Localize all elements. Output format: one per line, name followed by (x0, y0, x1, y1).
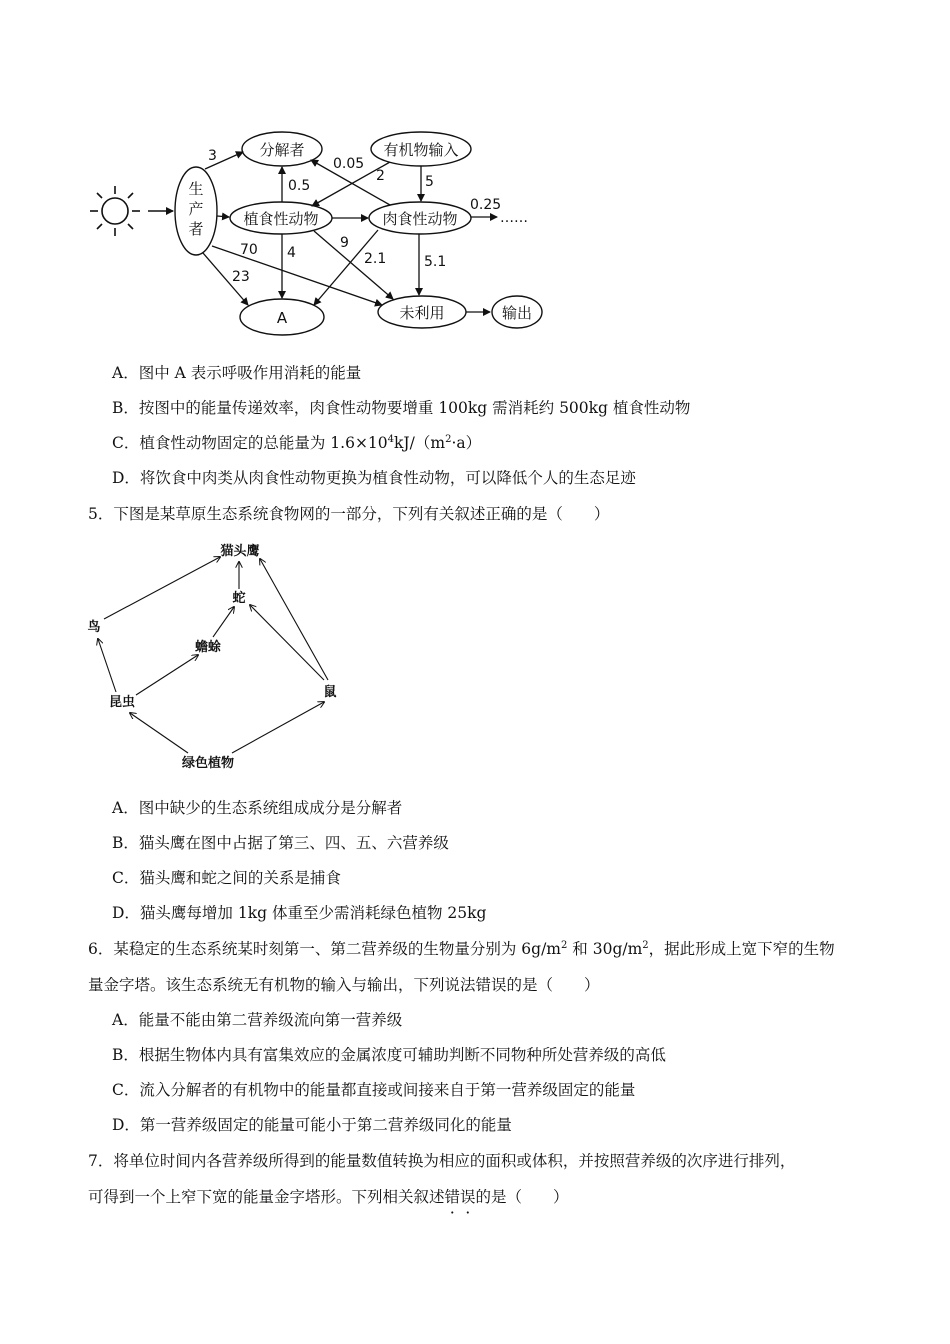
q6-option-b: B．根据生物体内具有富集效应的金属浓度可辅助判断不同物种所处营养级的高低 (112, 1046, 666, 1064)
organic-input-label: 有机物输入 (383, 141, 459, 159)
q6-stem-post: ，据此形成上宽下窄的生物 (648, 940, 835, 958)
q6-stem-line2: 量金字塔。该生态系统无有机物的输入与输出，下列说法错误的是（ ） (88, 976, 600, 994)
q5-stem: 5．下图是某草原生态系统食物网的一部分，下列有关叙述正确的是（ ） (88, 505, 610, 523)
dots-label: …… (500, 210, 528, 226)
q7-emphasis-2: 误 (460, 1188, 476, 1206)
q7-emphasis-1: 错 (444, 1188, 461, 1206)
q7-stem-pre: 可得到一个上窄下宽的能量金字塔形。下列相关叙述 (88, 1188, 445, 1206)
herbivore-label: 植食性动物 (243, 210, 319, 228)
web-arrow-plant-mouse (232, 702, 324, 753)
q5-option-d: D．猫头鹰每增加 1kg 体重至少需消耗绿色植物 25kg (112, 904, 487, 922)
a-label: A (276, 309, 288, 327)
value-70: 70 (240, 242, 258, 258)
web-mouse: 鼠 (323, 685, 337, 700)
value-0.25: 0.25 (470, 197, 502, 213)
q6-stem-line1 (88, 938, 835, 960)
sun-icon (90, 186, 140, 236)
value-5.1: 5.1 (424, 254, 447, 270)
web-insect: 昆虫 (108, 695, 136, 710)
q4-option-c-post: ·a） (451, 434, 482, 452)
q6-option-a: A．能量不能由第二营养级流向第一营养级 (112, 1011, 403, 1029)
q4-option-c-mid: kJ/（m (394, 434, 446, 452)
value-2: 2 (376, 168, 385, 184)
web-snake: 蛇 (232, 591, 246, 606)
q5-option-b: B．猫头鹰在图中占据了第三、四、五、六营养级 (112, 834, 449, 852)
web-plant: 绿色植物 (181, 756, 235, 771)
arrow-producer-herbivore (217, 216, 229, 217)
output-label: 输出 (501, 304, 533, 322)
web-arrow-plant-insect (130, 713, 188, 753)
web-owl: 猫头鹰 (220, 544, 260, 559)
q4-option-a: A．图中 A 表示呼吸作用消耗的能量 (112, 364, 362, 382)
q6-stem-sup1: 2 (561, 939, 568, 951)
value-4: 4 (287, 245, 296, 261)
q4-option-c-sup: 4 (387, 433, 395, 445)
q6-stem-mid: 和 30g/m (567, 940, 643, 958)
value-23: 23 (232, 269, 250, 285)
q4-option-c (112, 432, 481, 454)
q6-stem-sup2: 2 (642, 939, 649, 951)
value-0.5: 0.5 (288, 178, 311, 194)
web-arrow-insect-bird (98, 639, 116, 692)
value-5: 5 (425, 174, 434, 190)
food-web-diagram (80, 535, 440, 775)
q4-option-c-sup2: 2 (445, 433, 452, 445)
carnivore-label: 肉食性动物 (382, 210, 458, 228)
value-2.1: 2.1 (364, 251, 387, 267)
web-arrow-bird-owl (104, 557, 220, 619)
q6-option-d: D．第一营养级固定的能量可能小于第二营养级同化的能量 (112, 1116, 512, 1134)
producer-label: 生产者 (188, 180, 204, 238)
web-bird: 鸟 (87, 620, 101, 635)
q7-stem-post: 的是（ ） (475, 1188, 569, 1206)
q5-option-c: C．猫头鹰和蛇之间的关系是捕食 (112, 869, 341, 887)
energy-flow-diagram (0, 0, 950, 345)
q5-option-a: A．图中缺少的生态系统组成成分是分解者 (112, 799, 403, 817)
q7-stem-line1: 7．将单位时间内各营养级所得到的能量数值转换为相应的面积或体积，并按照营养级的次序进行排列， (88, 1152, 796, 1170)
unused-label: 未利用 (399, 304, 445, 322)
web-arrow-insect-toad (136, 655, 198, 695)
q7-stem-line2 (88, 1186, 569, 1208)
value-0.05: 0.05 (333, 156, 365, 172)
q6-option-c: C．流入分解者的有机物中的能量都直接或间接来自于第一营养级固定的能量 (112, 1081, 636, 1099)
value-9: 9 (340, 235, 349, 251)
decomposer-label: 分解者 (259, 141, 305, 159)
q4-option-b: B．按图中的能量传递效率，肉食性动物要增重 100kg 需消耗约 500kg 植食性动物 (112, 399, 691, 417)
value-3: 3 (208, 148, 217, 164)
q6-stem-pre: 6．某稳定的生态系统某时刻第一、第二营养级的生物量分别为 6g/m (88, 940, 561, 958)
web-arrow-mouse-snake (250, 605, 324, 680)
web-arrow-toad-snake (213, 607, 234, 637)
q4-option-c-pre: C．植食性动物固定的总能量为 1.6×10 (112, 434, 388, 452)
web-toad: 蟾蜍 (194, 640, 222, 655)
web-arrow-mouse-owl (260, 559, 328, 680)
q4-option-d: D．将饮食中肉类从肉食性动物更换为植食性动物，可以降低个人的生态足迹 (112, 469, 636, 487)
